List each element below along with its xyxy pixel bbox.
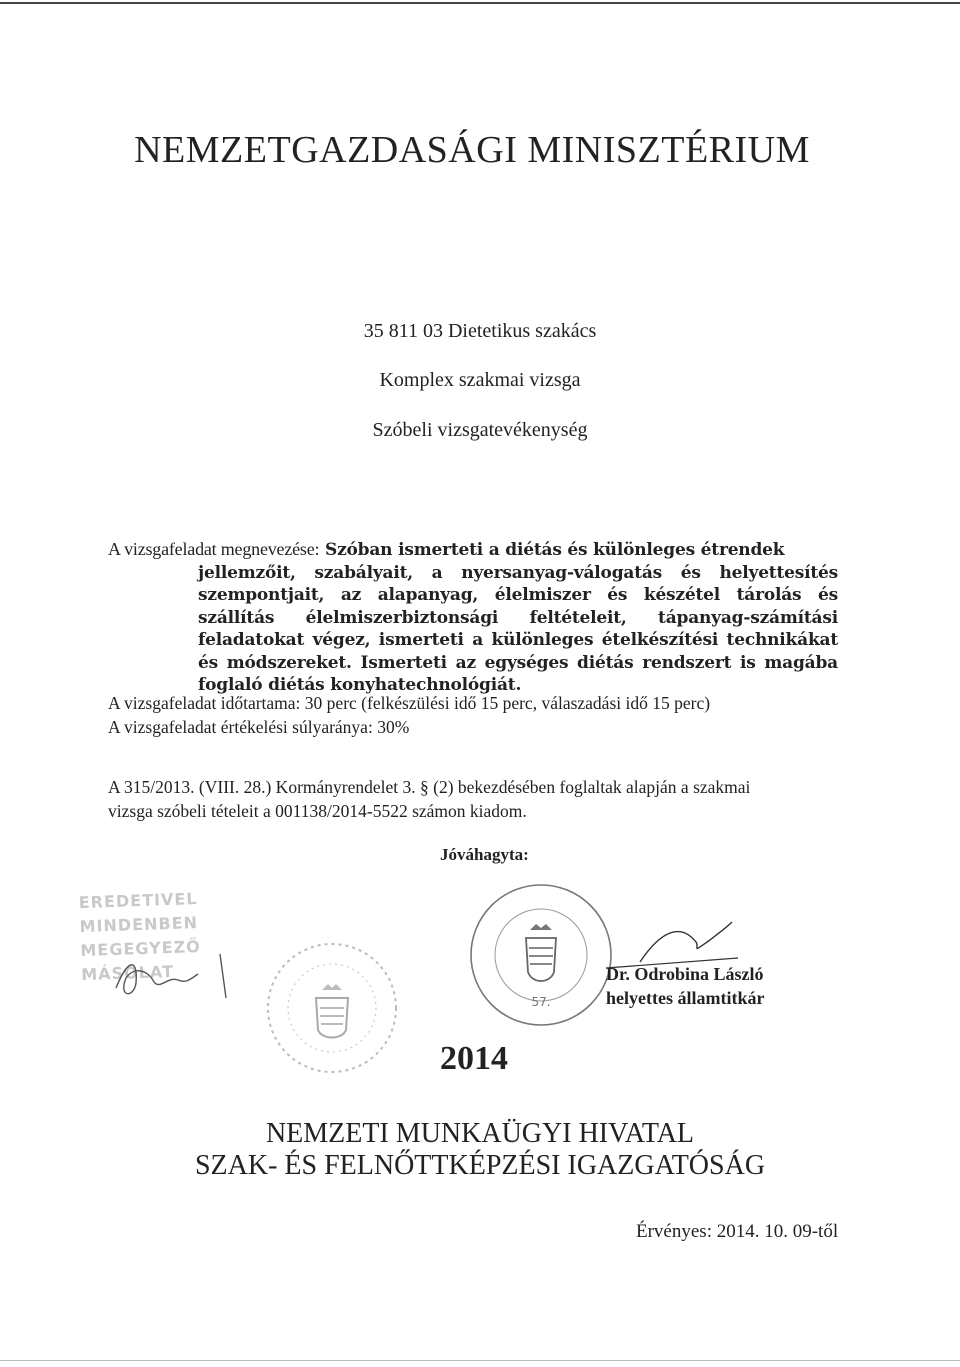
signer-block [606, 962, 764, 1010]
issuing-office-line2: SZAK- ÉS FELNŐTTKÉPZÉSI IGAZGATÓSÁG [194, 1150, 766, 1181]
decree-reference-line1: A 315/2013. (VIII. 28.) Kormányrendelet 3. § (2) bekezdésében foglaltak alapján a szakmai [108, 777, 751, 797]
qualification-code-title: 35 811 03 Dietetikus szakács [363, 320, 597, 342]
exam-activity: Szóbeli vizsgatevékenység [372, 419, 588, 441]
decree-reference-line2: vizsga szóbeli tételeit a 001138/2014-5522 számon kiadom. [108, 801, 527, 821]
task-text-first: Szóban ismerteti a diétás és különleges étrendek [325, 540, 785, 560]
document-year: 2014 [440, 1040, 508, 1077]
approved-label: Jóváhagyta: [440, 845, 529, 864]
exam-type: Komplex szakmai vizsga [379, 369, 581, 391]
task-label: A vizsgafeladat megnevezése: [108, 539, 320, 559]
signer-title: helyettes államtitkár [606, 988, 765, 1008]
task-description [108, 538, 838, 697]
bottom-edge-rule [0, 1360, 960, 1361]
copy-stamp-line2: MEGEGYEZŐ MÁSOLAT [80, 936, 202, 985]
copy-stamp-line1: EREDETIVEL MINDENBEN [78, 889, 199, 937]
left-signature-scribble [108, 948, 238, 1008]
ministry-title: NEMZETGAZDASÁGI MINISZTÉRIUM [134, 129, 810, 171]
ministry-round-seal [466, 880, 616, 1030]
left-round-seal [262, 938, 402, 1078]
valid-from-date: Érvényes: 2014. 10. 09-től [636, 1221, 839, 1242]
task-duration: A vizsgafeladat időtartama: 30 perc (felkészülési idő 15 perc, válaszadási idő 15 perc) [108, 693, 711, 713]
signer-name: Dr. Odrobina László [606, 964, 764, 984]
top-edge-rule [0, 2, 960, 4]
task-text-rest: jellemzőit, szabályait, a nyersanyag-válogatás és helyettesítés szempontjait, az alapanyag, élelmiszer és készétel tárolás és szállítás élelmiszerbiztonsági feltételeit, tápanyag-számítási feladatokat végez, ismerteti a különleges ételkészítési technikákat és módszereket. Ismerteti az egységes diétás rendszert is magába foglaló diétás konyhatechnológiát. [198, 562, 838, 695]
svg-text:57.: 57. [531, 995, 551, 1009]
task-weight: A vizsgafeladat értékelési súlyaránya: 30% [108, 717, 410, 737]
issuing-office-line1: NEMZETI MUNKAÜGYI HIVATAL [265, 1118, 695, 1149]
